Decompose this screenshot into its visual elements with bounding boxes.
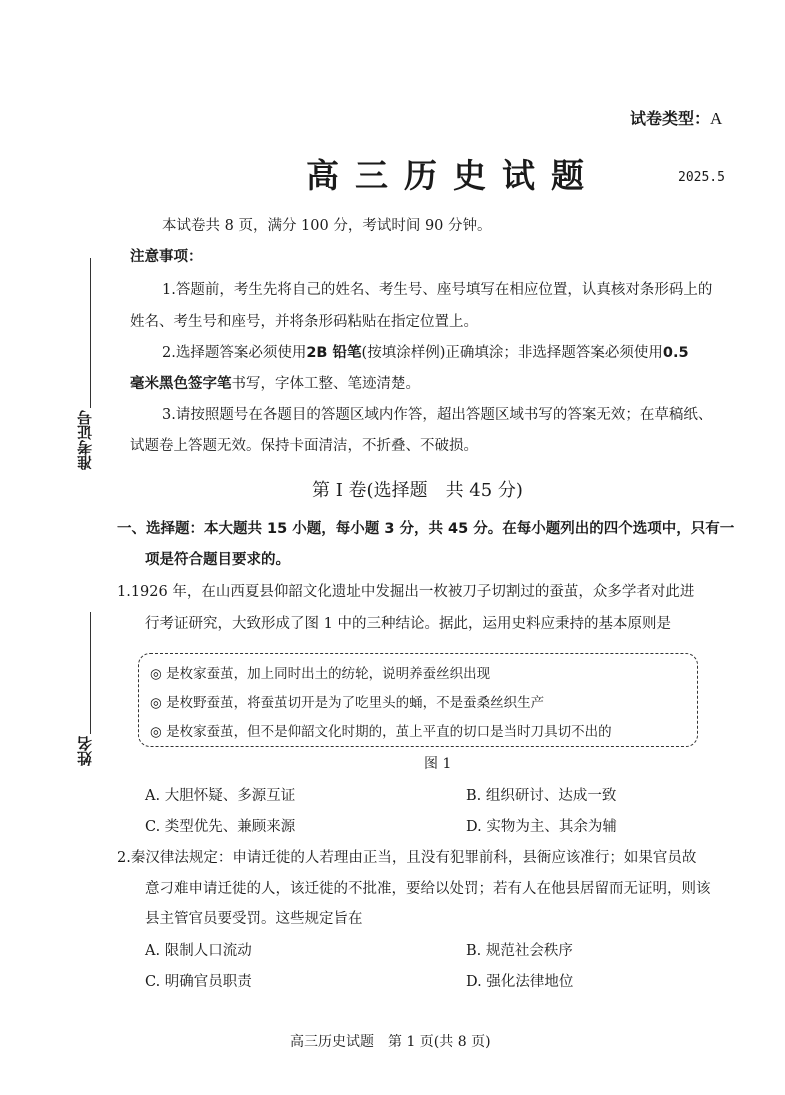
note-2-text-c: (按填涂样例)正确填涂；非选择题答案必须使用 [361, 345, 663, 361]
q1-option-d: D. 实物为主、其余为辅 [466, 819, 617, 835]
q2-option-c: C. 明确官员职责 [145, 974, 252, 990]
intro-text: 本试卷共 8 页，满分 100 分，考试时间 90 分钟。 [162, 218, 492, 234]
note-2-text-e: 书写，字体工整、笔迹清楚。 [231, 376, 420, 392]
q2-stem-line-1: 2.秦汉律法规定：申请迁徙的人若理由正当，且没有犯罪前科，县衙应该准行；如果官员故 [117, 850, 697, 866]
figure-1-item-3: ◎ 是枚家蚕茧，但不是仰韶文化时期的，茧上平直的切口是当时刀具切不出的 [150, 724, 612, 740]
figure-1-item-1: ◎ 是枚家蚕茧，加上同时出土的纺轮，说明养蚕丝织出现 [150, 666, 491, 682]
notes-heading: 注意事项： [130, 249, 203, 265]
figure-1-caption: 图 1 [424, 756, 452, 772]
paper-type-label: 试卷类型： [630, 109, 711, 128]
name-line [90, 612, 91, 734]
exam-id-line [90, 258, 91, 408]
q2-option-d: D. 强化法律地位 [466, 974, 574, 990]
name-label: 姓名 [76, 736, 94, 766]
note-3-line-2: 试题卷上答题无效。保持卡面清洁，不折叠、不破损。 [130, 438, 478, 454]
q1-stem-line-2: 行考证研究，大致形成了图 1 中的三种结论。据此，运用史料应秉持的基本原则是 [145, 616, 671, 632]
figure-1-item-2: ◎ 是枚野蚕茧，将蚕茧切开是为了吃里头的蛹，不是蚕桑丝织生产 [150, 695, 545, 711]
note-2-pencil: 2B 铅笔 [306, 345, 362, 361]
section-title: 第 Ⅰ 卷(选择题 共 45 分) [312, 480, 523, 501]
note-2-mm: 0.5 [662, 345, 689, 361]
note-3-line-1: 3.请按照题号在各题目的答题区域内作答，超出答题区域书写的答案无效；在草稿纸、 [162, 407, 713, 423]
exam-id-label: 准考证号 [76, 410, 94, 470]
note-2-line-2 [130, 374, 420, 394]
section-instruction-line-2: 项是符合题目要求的。 [145, 552, 290, 568]
q1-option-a: A. 大胆怀疑、多源互证 [145, 788, 296, 804]
q2-stem-line-2: 意刁难申请迁徙的人，该迁徙的不批准，要给以处罚；若有人在他县居留而无证明，则该 [145, 881, 711, 897]
paper-type-value: A [710, 109, 723, 128]
note-1-line-1: 1.答题前，考生先将自己的姓名、考生号、座号填写在相应位置，认真核对条形码上的 [162, 282, 713, 298]
exam-date: 2025.5 [678, 170, 725, 185]
paper-type [630, 106, 722, 129]
section-instruction-line-1: 一、选择题：本大题共 15 小题，每小题 3 分，共 45 分。在每小题列出的四个选项中，只有一 [117, 521, 735, 537]
q1-option-b: B. 组织研讨、达成一致 [466, 788, 617, 804]
q2-option-a: A. 限制人口流动 [145, 943, 252, 959]
q2-stem-line-3: 县主管官员要受罚。这些规定旨在 [145, 911, 363, 927]
q1-option-c: C. 类型优先、兼顾来源 [145, 819, 296, 835]
page-title: 高三历史试题 [306, 156, 600, 195]
q2-option-b: B. 规范社会秩序 [466, 943, 573, 959]
note-2-line-1 [162, 343, 689, 363]
note-2-pen: 毫米黑色签字笔 [130, 376, 232, 392]
note-2-text-a: 2.选择题答案必须使用 [162, 345, 307, 361]
note-1-line-2: 姓名、考生号和座号，并将条形码粘贴在指定位置上。 [130, 314, 478, 330]
page-footer: 高三历史试题 第 1 页(共 8 页) [290, 1034, 491, 1050]
q1-stem-line-1: 1.1926 年，在山西夏县仰韶文化遗址中发掘出一枚被刀子切割过的蚕茧，众多学者对此进 [117, 584, 695, 600]
